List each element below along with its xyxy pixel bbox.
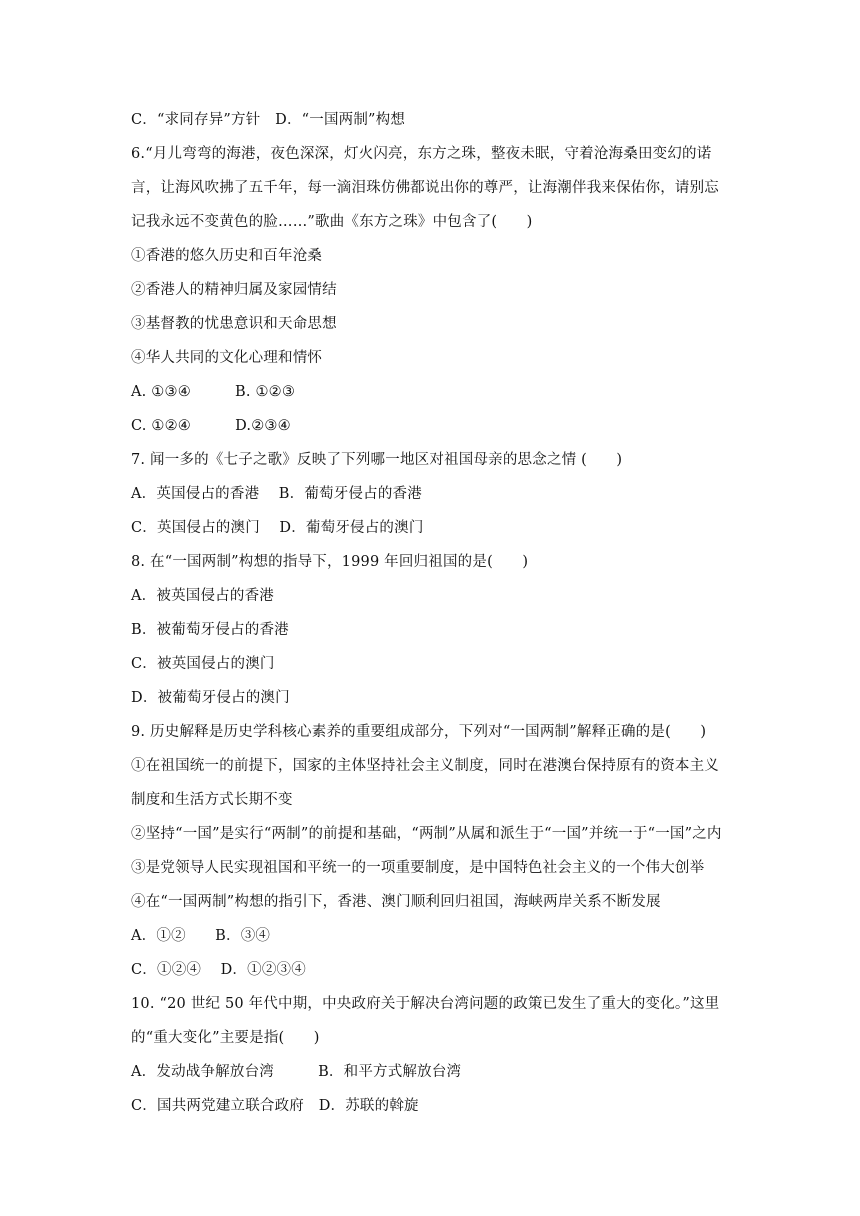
question-10-options-ab: A．发动战争解放台湾 B．和平方式解放台湾 xyxy=(131,1064,462,1080)
option-line-q5-cd: C．“求同存异”方针 D．“一国两制”构想 xyxy=(131,112,406,128)
question-10-stem-line-1: 10. “20 世纪 50 年代中期，中央政府关于解决台湾问题的政策已发生了重大的变化。”这里 xyxy=(131,996,720,1012)
question-6-statement-3: ③基督教的忧患意识和天命思想 xyxy=(131,316,337,332)
question-6-options-cd: C. ①②④ D.②③④ xyxy=(131,418,291,434)
question-9-options-ab: A．①② B．③④ xyxy=(131,928,271,944)
question-8-option-c: C．被英国侵占的澳门 xyxy=(131,656,275,672)
question-8-stem: 8. 在“一国两制”构想的指导下，1999 年回归祖国的是( ) xyxy=(131,554,529,570)
question-9-statement-2: ②坚持“一国”是实行“两制”的前提和基础，“两制”从属和派生于“一国”并统一于“一国”之内 xyxy=(131,826,722,842)
question-6-stem-line-1: 6.“月儿弯弯的海港，夜色深深，灯火闪亮，东方之珠，整夜未眠，守着沧海桑田变幻的诺 xyxy=(131,146,712,162)
question-7-options-cd: C．英国侵占的澳门 D．葡萄牙侵占的澳门 xyxy=(131,520,424,536)
question-9-statement-1-line-2: 制度和生活方式长期不变 xyxy=(131,792,293,808)
question-7-stem: 7. 闻一多的《七子之歌》反映了下列哪一地区对祖国母亲的思念之情 ( ) xyxy=(131,452,623,468)
question-6-statement-1: ①香港的悠久历史和百年沧桑 xyxy=(131,248,323,264)
question-6-options-ab: A. ①③④ B. ①②③ xyxy=(131,384,296,400)
question-9-statement-1-line-1: ①在祖国统一的前提下，国家的主体坚持社会主义制度，同时在港澳台保持原有的资本主义 xyxy=(131,758,719,774)
question-10-options-cd: C．国共两党建立联合政府 D．苏联的斡旋 xyxy=(131,1098,419,1114)
question-8-option-a: A．被英国侵占的香港 xyxy=(131,588,274,604)
question-9-statement-3: ③是党领导人民实现祖国和平统一的一项重要制度，是中国特色社会主义的一个伟大创举 xyxy=(131,860,705,876)
question-9-statement-4: ④在“一国两制”构想的指引下，香港、澳门顺利回归祖国，海峡两岸关系不断发展 xyxy=(131,894,661,910)
question-6-statement-2: ②香港人的精神归属及家园情结 xyxy=(131,282,337,298)
question-9-options-cd: C．①②④ D．①②③④ xyxy=(131,962,306,978)
question-10-stem-line-2: 的“重大变化”主要是指( ) xyxy=(131,1030,320,1046)
question-8-option-d: D．被葡萄牙侵占的澳门 xyxy=(131,690,290,706)
question-6-stem-line-3: 记我永远不变黄色的脸……”歌曲《东方之珠》中包含了( ) xyxy=(131,214,533,230)
question-7-options-ab: A．英国侵占的香港 B．葡萄牙侵占的香港 xyxy=(131,486,422,502)
question-8-option-b: B．被葡萄牙侵占的香港 xyxy=(131,622,289,638)
question-6-stem-line-2: 言，让海风吹拂了五千年，每一滴泪珠仿佛都说出你的尊严，让海潮伴我来保佑你，请别忘 xyxy=(131,180,719,196)
question-9-stem: 9. 历史解释是历史学科核心素养的重要组成部分，下列对“一国两制”解释正确的是( ) xyxy=(131,724,707,740)
question-6-statement-4: ④华人共同的文化心理和情怀 xyxy=(131,350,323,366)
